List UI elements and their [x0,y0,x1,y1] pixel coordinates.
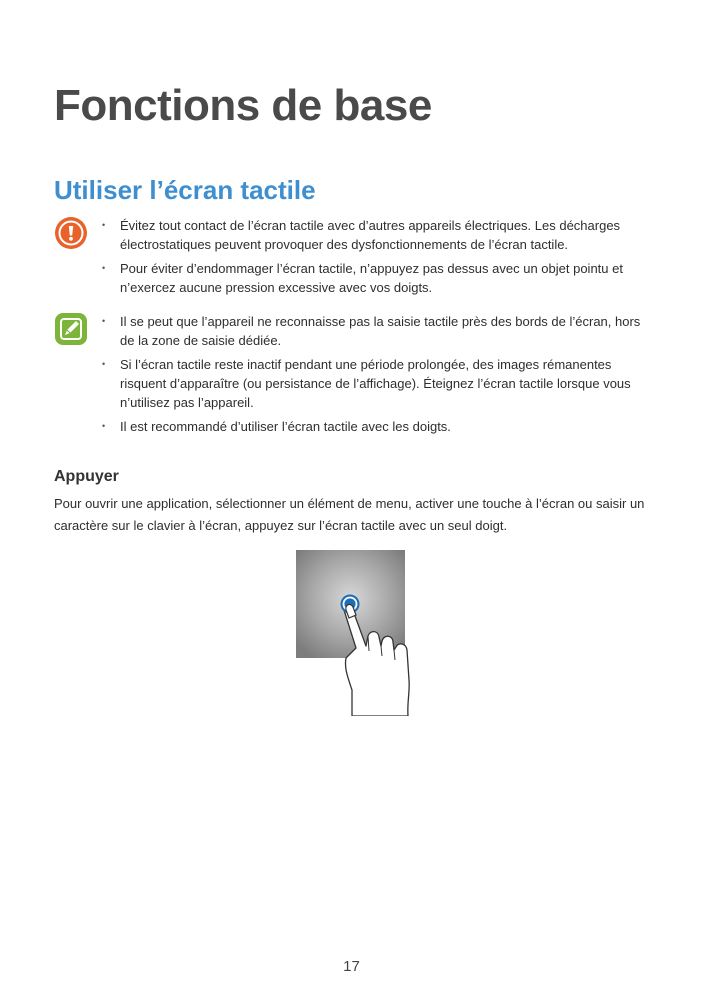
note-list [102,312,647,441]
tap-description: Pour ouvrir une application, sélectionner un élément de menu, activer une touche à l’écran ou saisir un caractère sur le clavier à l’écran, appuyez sur l’écran tactile avec un seul doigt. [54,496,645,533]
caution-notice [54,216,654,302]
note-item: • Il est recommandé d’utiliser l’écran tactile avec les doigts. [102,417,647,436]
page-number: 17 [343,958,360,975]
page-title: Fonctions de base [54,81,432,130]
section-title: Utiliser l’écran tactile [54,175,316,205]
caution-list [102,216,647,302]
tap-heading: Appuyer [54,468,119,485]
note-item: • Il se peut que l’appareil ne reconnaisse pas la saisie tactile près des bords de l’écran, hors de la zone de saisie dédiée. [102,312,647,350]
caution-icon [54,216,88,250]
caution-item: • Évitez tout contact de l’écran tactile avec d’autres appareils électriques. Les décharges électrostatiques peuvent provoquer des dysfonctionnements de l’écran tactile. [102,216,647,254]
note-notice [54,312,654,442]
caution-item: • Pour éviter d’endommager l’écran tactile, n’appuyez pas dessus avec un objet pointu et n’exercez aucune pression excessive avec vos doigts. [102,259,647,297]
note-icon [54,312,88,346]
finger-tap-illustration [296,550,420,716]
note-item: • Si l’écran tactile reste inactif pendant une période prolongée, des images rémanentes risquent d’apparaître (ou persistance de l’affichage). Éteignez l’écran tactile lorsque vous n’utilisez pas l’appareil. [102,355,647,412]
